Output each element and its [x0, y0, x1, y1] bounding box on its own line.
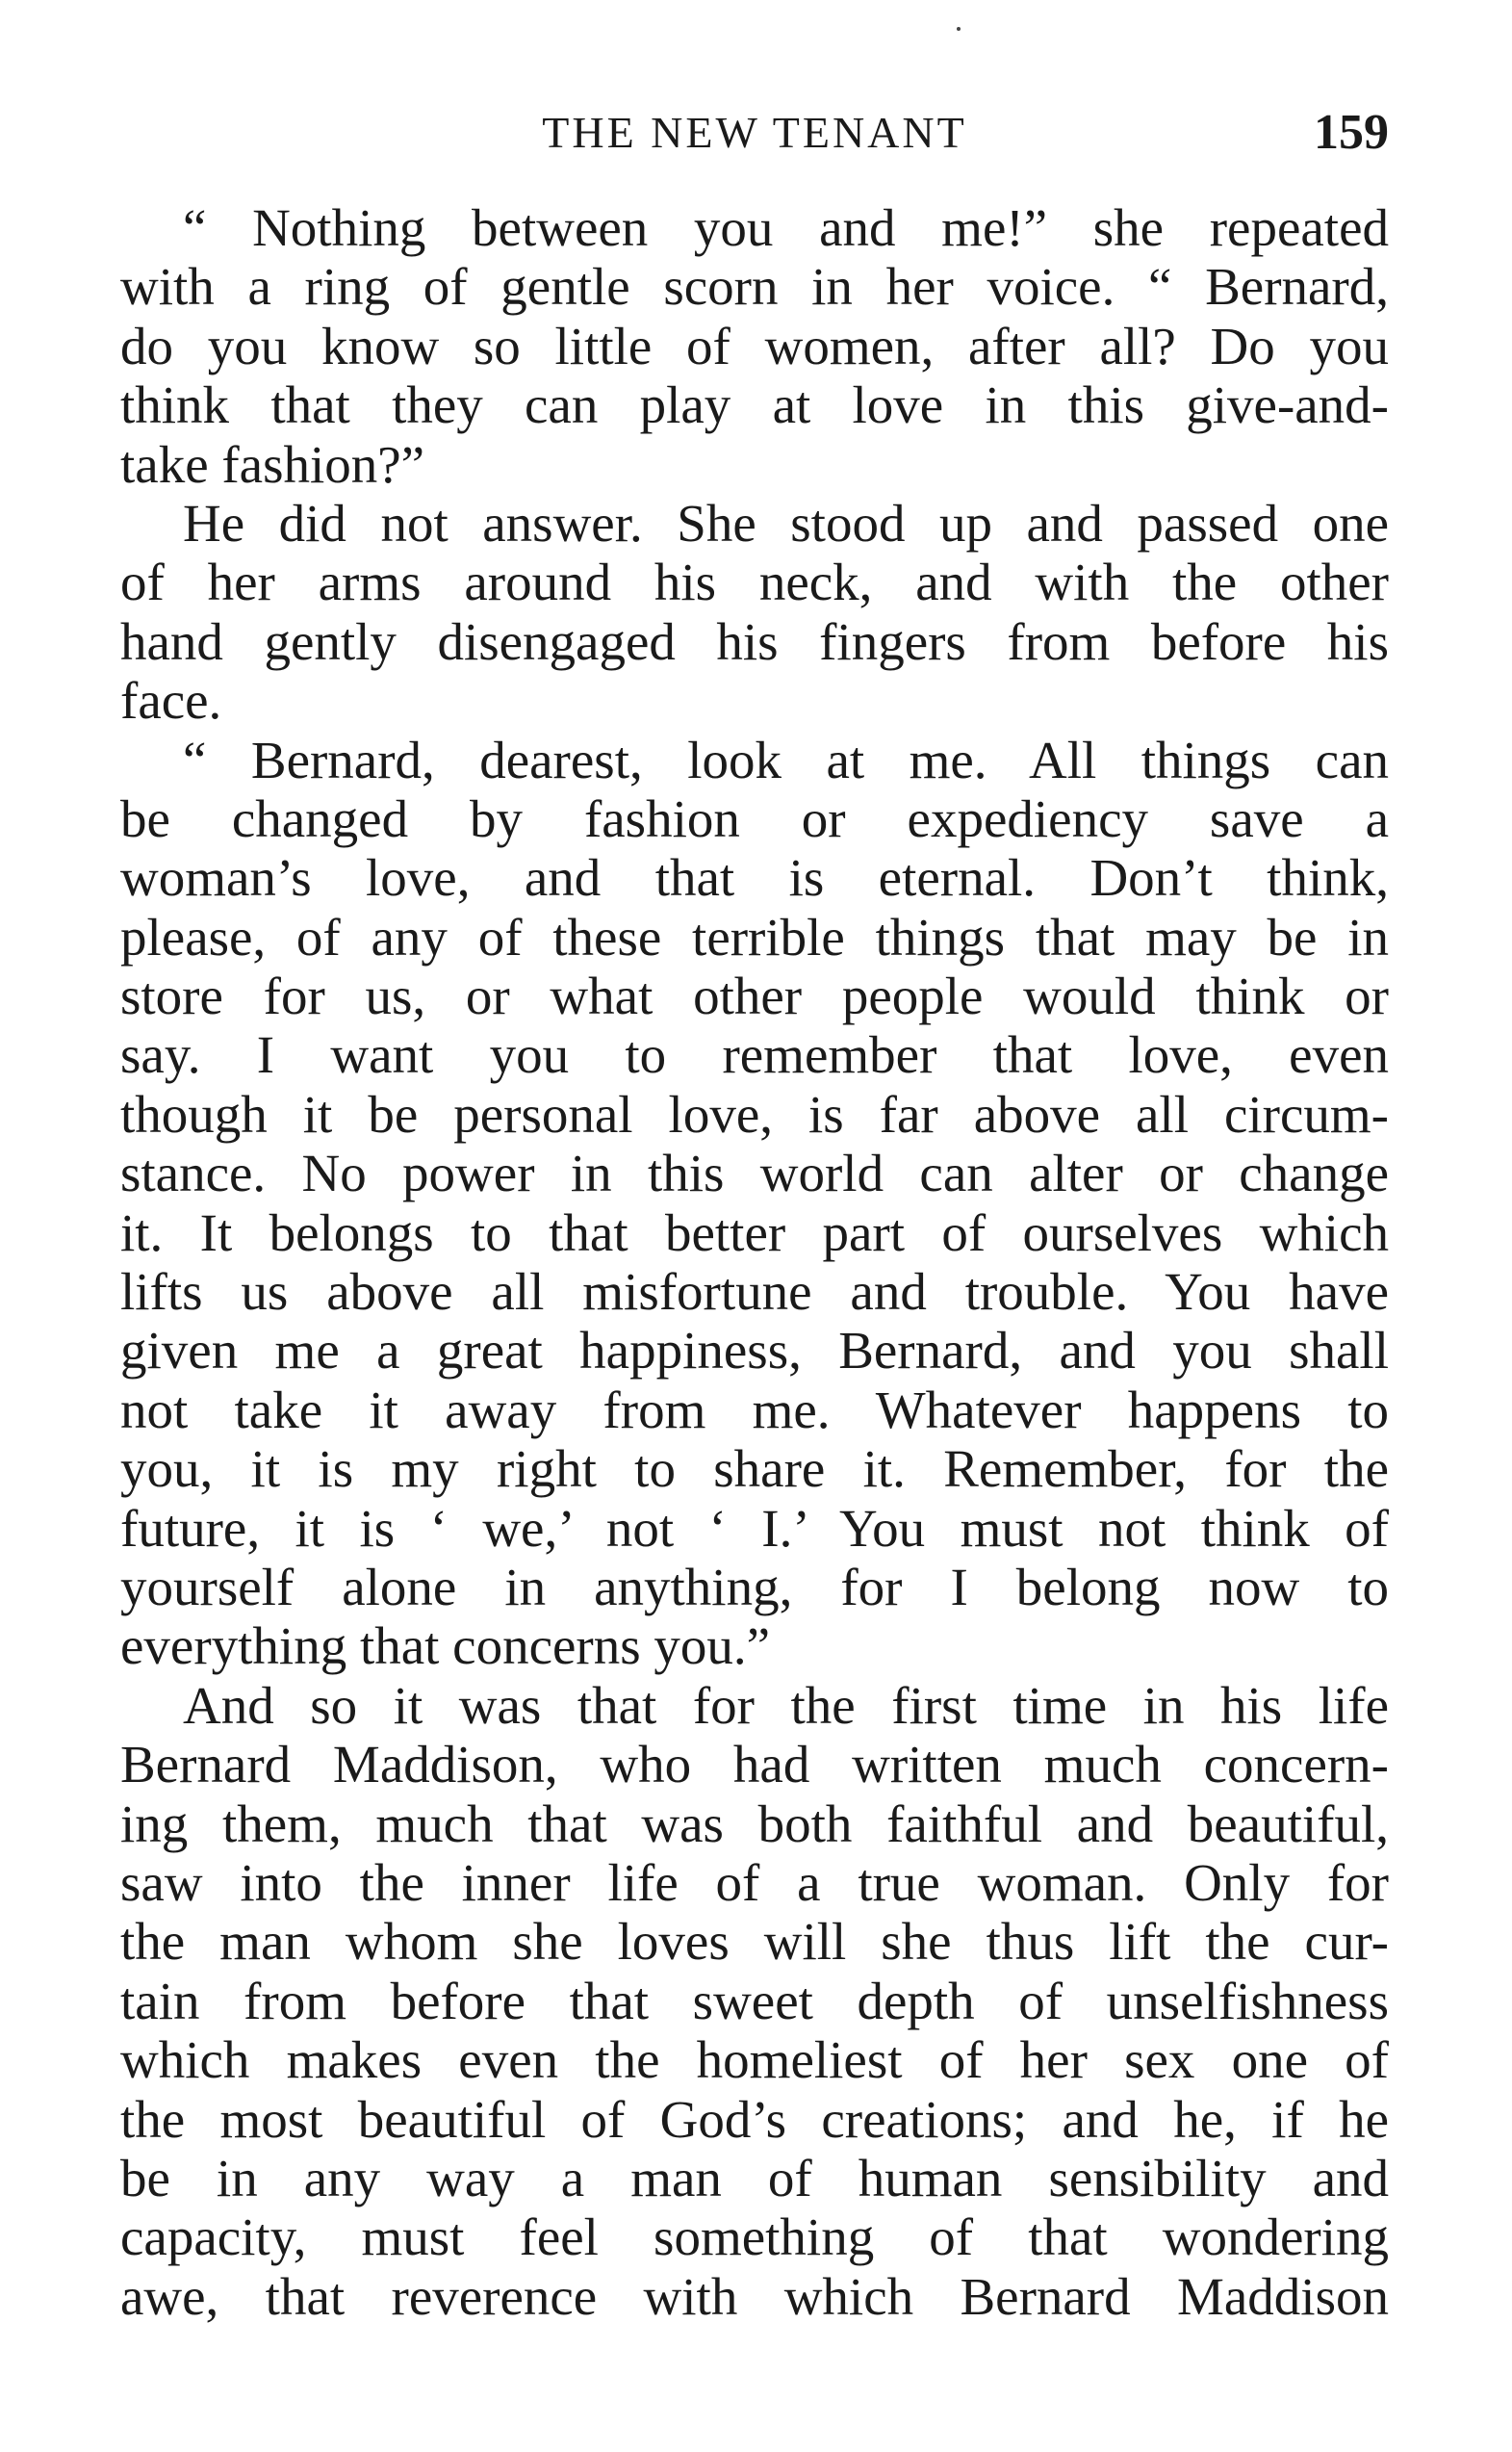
text-line: though it be personal love, is far above all circum- — [120, 1084, 1389, 1144]
text-line: future, it is ‘ we,’ not ‘ I.’ You must not think of — [120, 1498, 1389, 1558]
text-line: the man whom she loves will she thus lift the cur- — [120, 1912, 1389, 1972]
text-line: And so it was that for the first time in his life — [183, 1675, 1389, 1735]
text-line: be in any way a man of human sensibility and — [120, 2148, 1389, 2207]
text-line: it. It belongs to that better part of ourselves which — [120, 1202, 1389, 1262]
text-line: given me a great happiness, Bernard, and you shall — [120, 1321, 1389, 1381]
page-number: 159 — [1314, 105, 1389, 160]
text-line: be changed by fashion or expediency save a — [120, 788, 1389, 848]
body-text — [120, 198, 1389, 2326]
text-line: capacity, must feel something of that wondering — [120, 2207, 1389, 2267]
text-line: everything that concerns you.” — [120, 1616, 771, 1676]
text-line: Bernard Maddison, who had written much concern- — [120, 1735, 1389, 1794]
running-head — [120, 104, 1389, 162]
text-line: hand gently disengaged his fingers from before his — [120, 611, 1389, 671]
text-line: ing them, much that was both faithful and beautiful, — [120, 1794, 1389, 1853]
text-line: say. I want you to remember that love, even — [120, 1025, 1389, 1085]
text-line: face. — [120, 671, 222, 731]
text-line: yourself alone in anything, for I belong now to — [120, 1557, 1389, 1616]
text-line: stance. No power in this world can alter or change — [120, 1144, 1389, 1203]
text-line: lifts us above all misfortune and trouble. You have — [120, 1262, 1389, 1322]
text-line: please, of any of these terrible things that may be in — [120, 907, 1389, 967]
text-line: think that they can play at love in this give-and- — [120, 375, 1389, 435]
book-page — [120, 0, 1389, 2452]
text-line: the most beautiful of God’s creations; and he, if he — [120, 2089, 1389, 2149]
text-line: “ Nothing between you and me!” she repeated — [183, 198, 1389, 257]
text-line: not take it away from me. Whatever happens to — [120, 1380, 1389, 1439]
running-head-title: THE NEW TENANT — [542, 108, 967, 157]
text-line: which makes even the homeliest of her sex one of — [120, 2030, 1389, 2090]
text-line: take fashion?” — [120, 434, 425, 494]
text-line: with a ring of gentle scorn in her voice. “ Bernard, — [120, 257, 1389, 317]
text-line: woman’s love, and that is eternal. Don’t think, — [120, 848, 1389, 908]
print-speck — [957, 27, 961, 31]
text-line: “ Bernard, dearest, look at me. All things can — [183, 730, 1389, 789]
text-line: awe, that reverence with which Bernard Maddison — [120, 2266, 1389, 2326]
text-line: store for us, or what other people would think or — [120, 967, 1389, 1026]
text-line: tain from before that sweet depth of unselfishness — [120, 1971, 1389, 2030]
text-line: He did not answer. She stood up and passed one — [183, 493, 1389, 553]
text-line: saw into the inner life of a true woman. Only for — [120, 1852, 1389, 1912]
text-line: do you know so little of women, after all? Do you — [120, 316, 1389, 375]
text-line: you, it is my right to share it. Remember, for the — [120, 1439, 1389, 1499]
text-line: of her arms around his neck, and with the other — [120, 553, 1389, 612]
